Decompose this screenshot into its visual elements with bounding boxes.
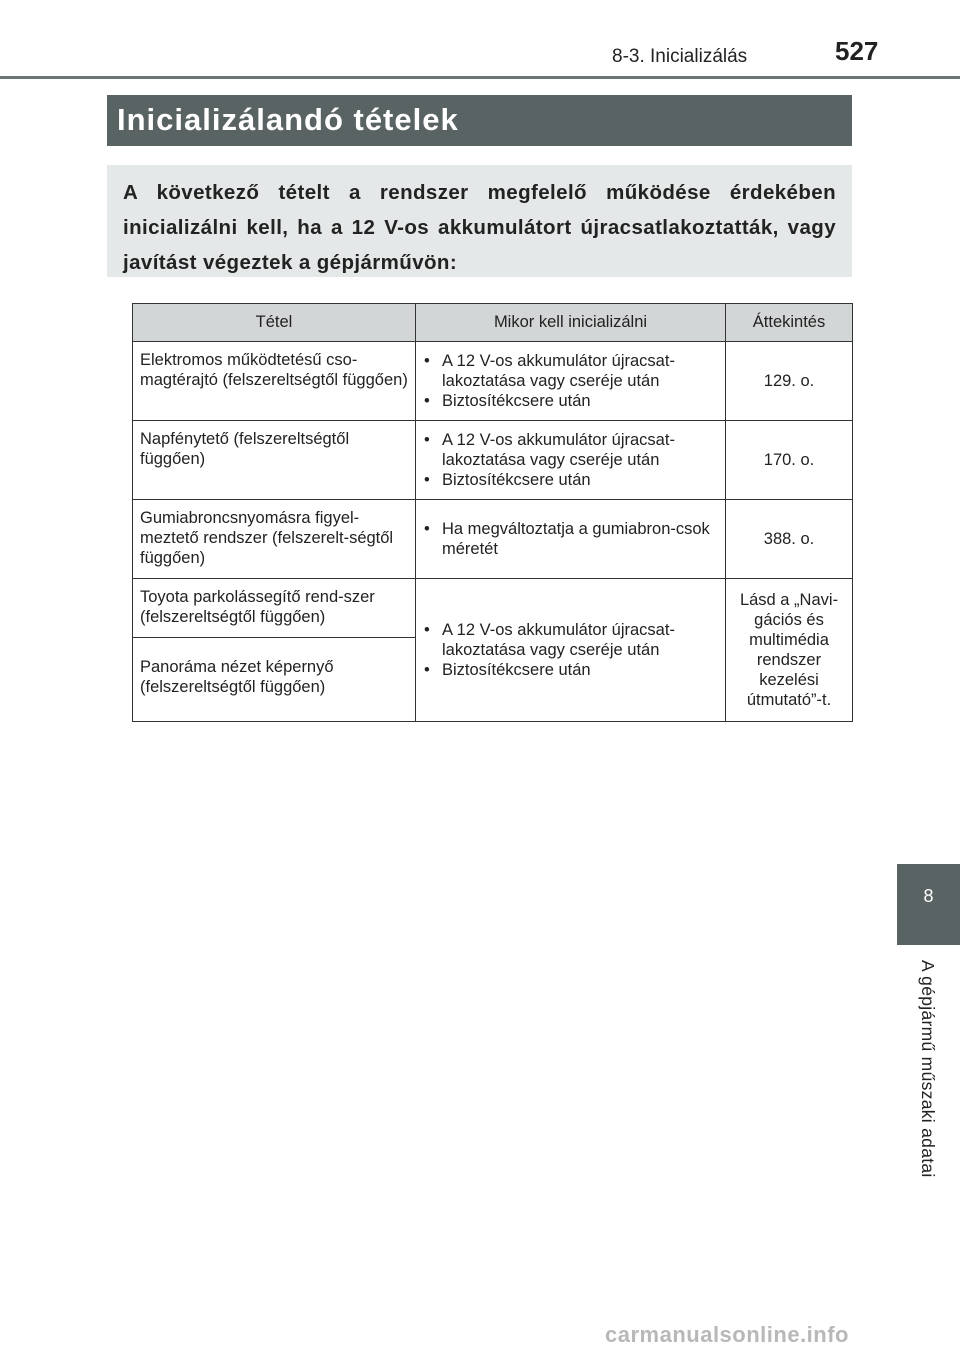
chapter-tab [897, 864, 960, 945]
chapter-number: 8 [923, 886, 934, 906]
table-row [133, 579, 853, 638]
column-header-when: Mikor kell inicializálni [416, 304, 726, 342]
item-cell: Gumiabroncsnyomásra figyel-meztető rendszer (felszerelt-ségtől függően) [133, 500, 416, 579]
reference-cell: 129. o. [726, 342, 853, 421]
when-cell [416, 342, 726, 421]
title-bar [107, 95, 852, 146]
item-cell: Toyota parkolássegítő rend-szer (felszereltségtől függően) [133, 579, 416, 638]
when-cell [416, 500, 726, 579]
table-row [133, 342, 853, 421]
chapter-label: A gépjármű műszaki adatai [918, 960, 938, 1178]
intro-text: A következő tételt a rendszer megfelelő működése érdekében inicializálni kell, ha a 12 V-os akkumulátort újracsatlakoztatták, vagy javítást végeztek a gépjárművön: [123, 181, 836, 274]
reference-cell: 170. o. [726, 421, 853, 500]
table-row [133, 421, 853, 500]
column-header-overview: Áttekintés [726, 304, 853, 342]
column-header-item: Tétel [133, 304, 416, 342]
list-item: • Biztosítékcsere után [423, 391, 719, 411]
list-item: • A 12 V-os akkumulátor újracsat-lakoztatása vagy cseréje után [423, 351, 719, 391]
page-title: Inicializálandó tételek [117, 102, 459, 137]
header-divider [0, 76, 960, 79]
list-item: • Ha megváltoztatja a gumiabron-csok méretét [423, 519, 719, 559]
when-cell [416, 579, 726, 722]
when-cell [416, 421, 726, 500]
table-header-row [133, 304, 853, 342]
section-title: 8-3. Inicializálás [612, 46, 748, 67]
item-cell: Elektromos működtetésű cso-magtérajtó (felszereltségtől függően) [133, 342, 416, 421]
list-item: • Biztosítékcsere után [423, 470, 719, 490]
reference-cell: Lásd a „Navi-gációs és multimédia rendszer kezelési útmutató”-t. [726, 579, 853, 722]
item-cell: Napfénytető (felszereltségtől függően) [133, 421, 416, 500]
initialization-table [132, 303, 853, 722]
watermark: carmanualsonline.info [605, 1322, 849, 1347]
page-number: 527 [835, 36, 879, 66]
intro-box [107, 165, 852, 277]
page-header [0, 0, 960, 80]
list-item: • A 12 V-os akkumulátor újracsat-lakoztatása vagy cseréje után [423, 620, 719, 660]
table-row [133, 500, 853, 579]
list-item: • Biztosítékcsere után [423, 660, 719, 680]
reference-cell: 388. o. [726, 500, 853, 579]
list-item: • A 12 V-os akkumulátor újracsat-lakoztatása vagy cseréje után [423, 430, 719, 470]
item-cell: Panoráma nézet képernyő (felszereltségtől függően) [133, 638, 416, 722]
